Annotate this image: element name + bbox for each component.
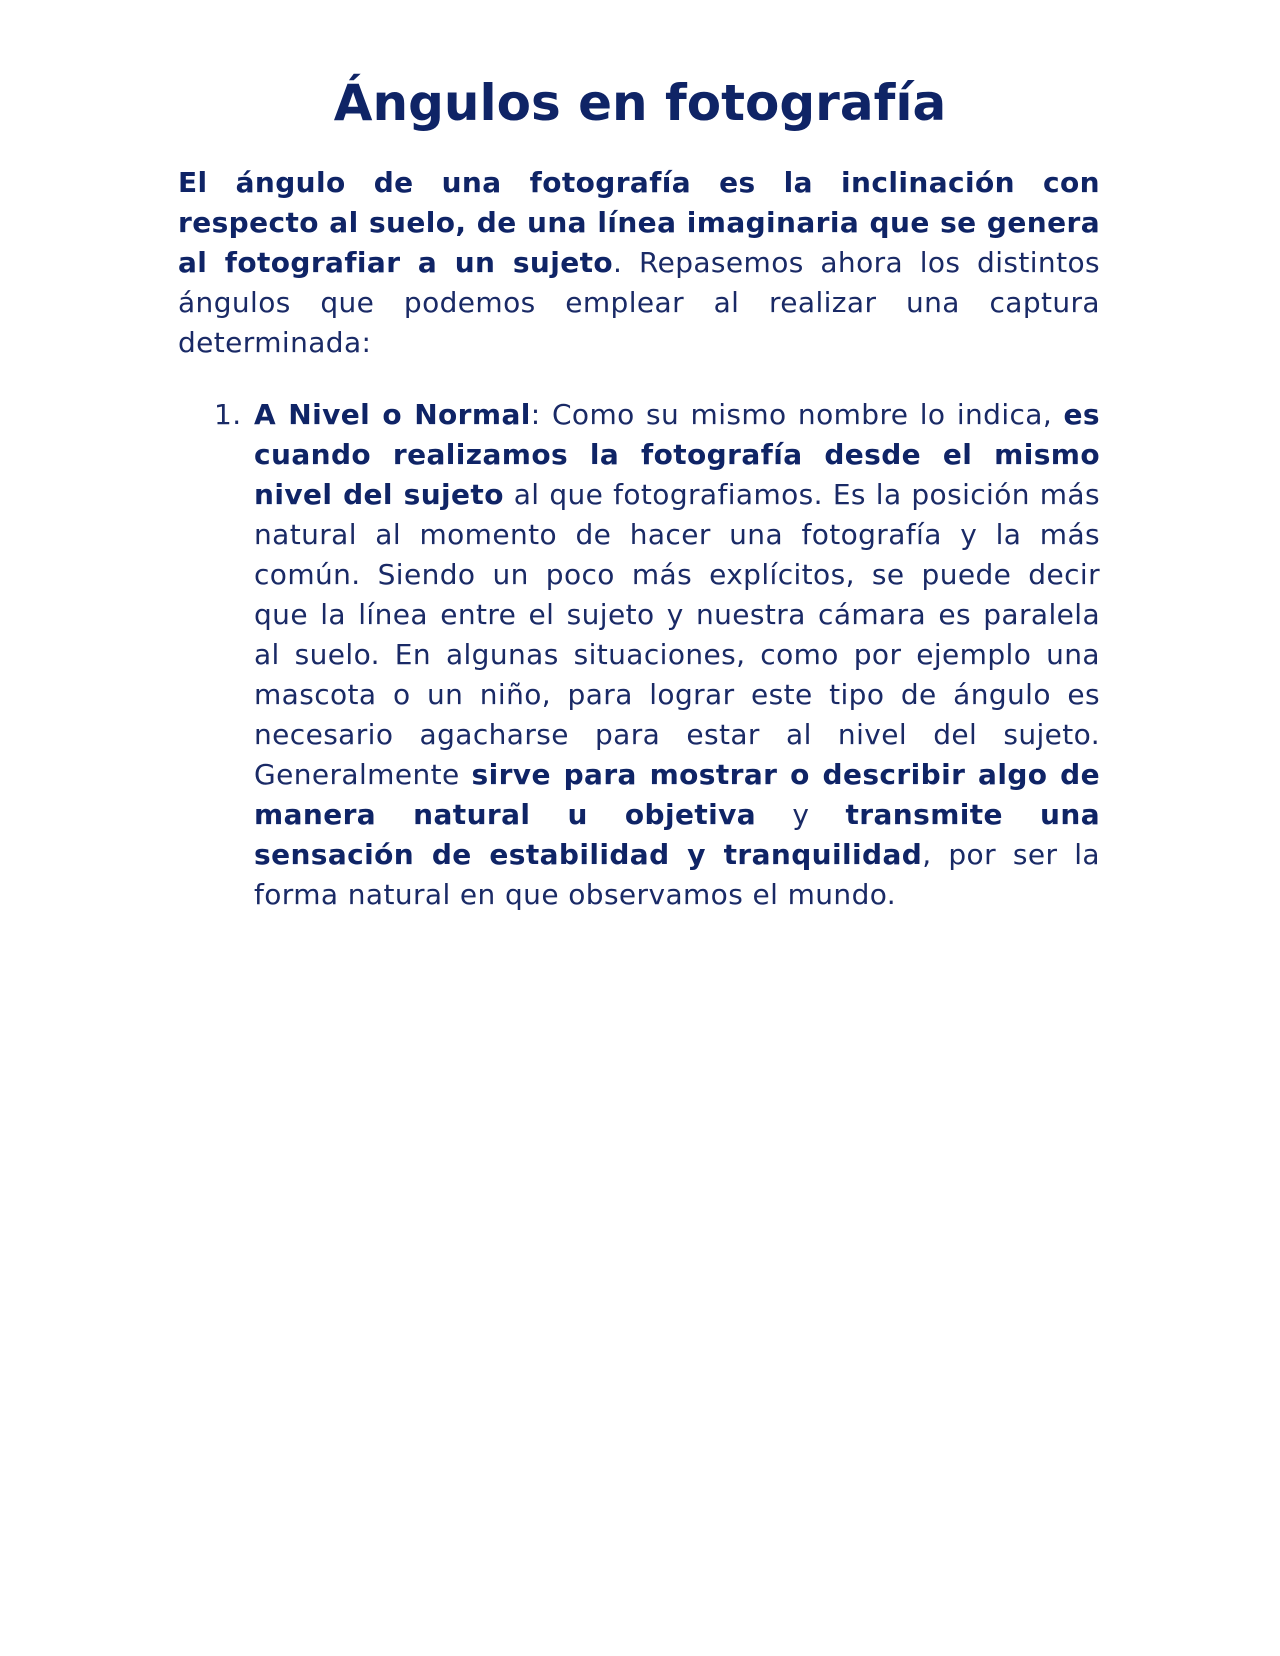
list-item-text: , por ser la forma natural en que observamos el mundo. <box>254 838 1100 911</box>
angles-list <box>178 395 1100 915</box>
list-item-emphasis: sirve para mostrar o describir algo de manera natural u objetiva <box>254 758 1100 831</box>
list-item-emphasis: es cuando realizamos la fotografía desde el mismo nivel del sujeto <box>254 398 1100 511</box>
list-item-term: A Nivel o Normal <box>254 398 531 431</box>
list-item <box>178 395 1100 915</box>
intro-paragraph <box>178 163 1100 363</box>
intro-definition: El ángulo de una fotografía es la inclinación con respecto al suelo, de una línea imaginaria que se genera al fotografiar a un sujeto <box>178 166 1100 279</box>
page-title: Ángulos en fotografía <box>333 74 947 132</box>
list-item-text: : Como su mismo nombre lo indica, <box>530 398 1064 431</box>
list-item-text: al que fotografiamos. Es la posición más natural al momento de hacer una fotografía y la más común. Siendo un poco más explícitos, se puede decir que la línea entre el sujeto y nuestra cámara es paralela al suelo. En algunas situaciones, como por ejemplo una mascota o un niño, para lograr este tipo de ángulo es necesario agacharse para estar al nivel del sujeto. Generalmente <box>254 478 1100 791</box>
list-item-number: 1. <box>214 398 242 431</box>
list-item-emphasis: transmite una sensación de estabilidad y tranquilidad <box>254 798 1100 871</box>
intro-text: . Repasemos ahora los distintos ángulos que podemos emplear al realizar una captura determinada: <box>178 246 1100 359</box>
list-item-text: y <box>756 798 846 831</box>
